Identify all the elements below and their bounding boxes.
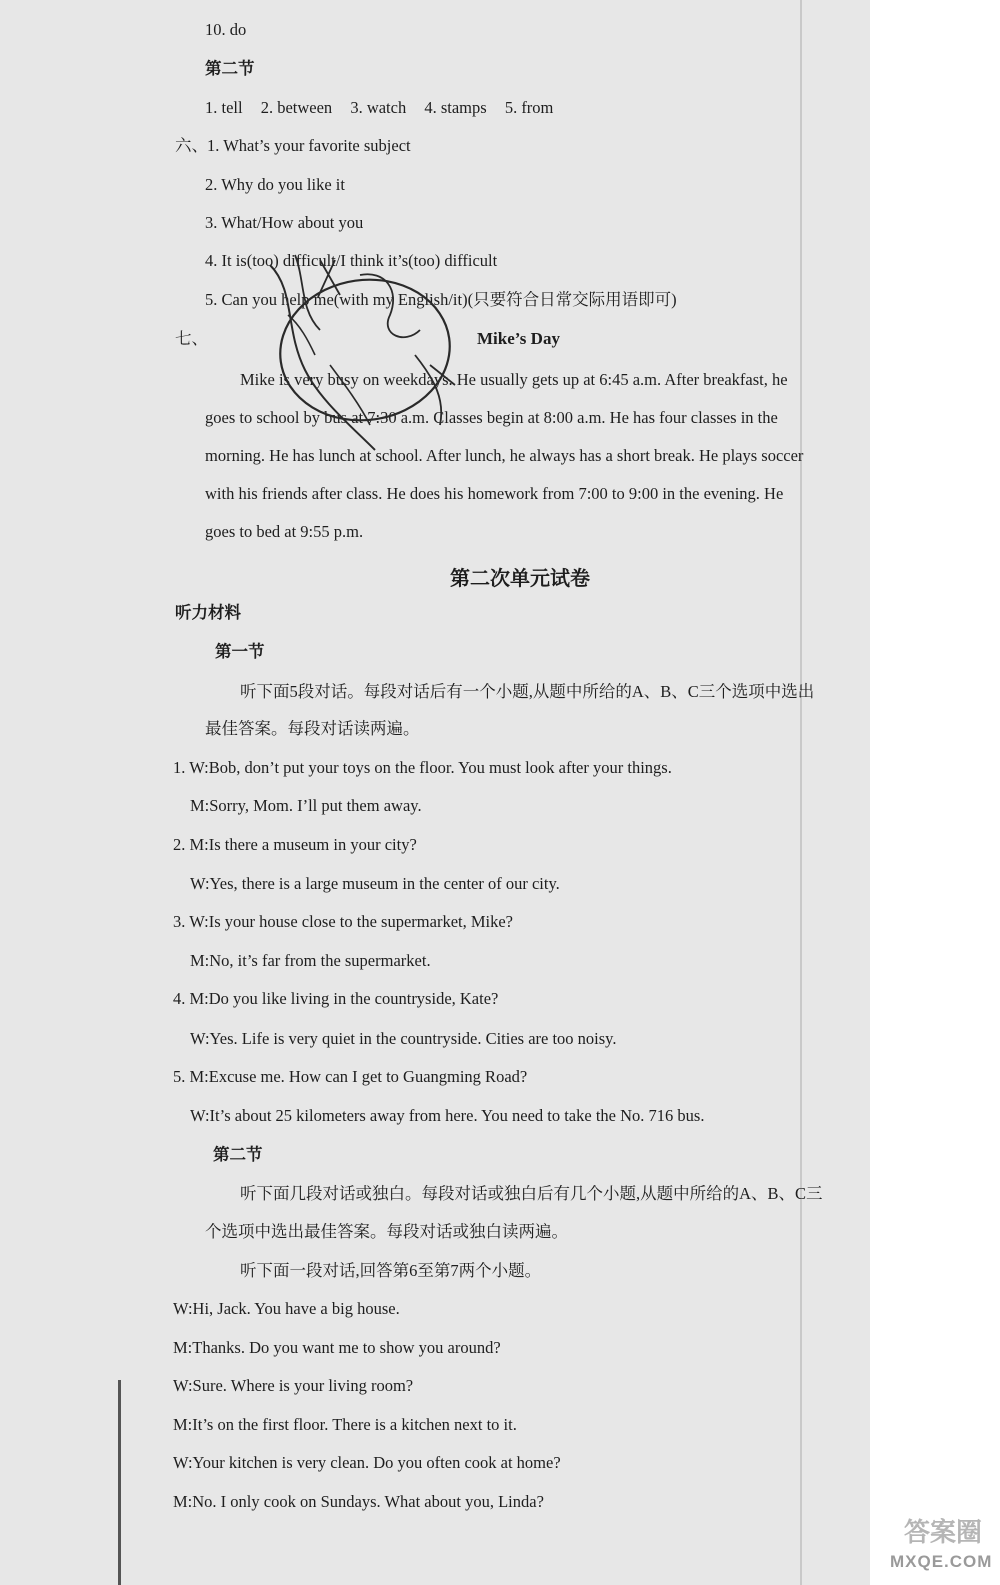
watermark-logo-text: MXQE.COM (890, 1552, 993, 1571)
essay-line-2: goes to school by bus at 7:30 a.m. Classes begin at 8:00 a.m. He has four classes in the (205, 408, 778, 427)
answer-4: 4. stamps (424, 98, 487, 117)
dialog-1-m: M:Sorry, Mom. I’ll put them away. (190, 796, 422, 815)
dialog-4-w: W:Yes. Life is very quiet in the countryside. Cities are too noisy. (190, 1029, 617, 1048)
essay-line-3: morning. He has lunch at school. After lunch, he always has a short break. He plays soccer (205, 446, 804, 465)
section-2-answers (205, 98, 553, 118)
dialog-1-w: 1. W:Bob, don’t put your toys on the floor. You must look after your things. (173, 758, 672, 777)
dialog-5-w: W:It’s about 25 kilometers away from here. You need to take the No. 716 bus. (190, 1106, 705, 1125)
page-fold (800, 0, 802, 1585)
test-title: 第二次单元试卷 (450, 568, 590, 590)
convo-line-5: W:Your kitchen is very clean. Do you often cook at home? (173, 1453, 561, 1472)
dialog-3-m: M:No, it’s far from the supermarket. (190, 951, 431, 970)
dialog-2-w: W:Yes, there is a large museum in the center of our city. (190, 874, 560, 893)
dialog-3-w: 3. W:Is your house close to the supermarket, Mike? (173, 912, 513, 931)
answer-3: 3. watch (350, 98, 407, 117)
dialog-4-m: 4. M:Do you like living in the countryside, Kate? (173, 989, 499, 1008)
section-2-heading: 第二节 (205, 59, 255, 78)
six-line-3: 3. What/How about you (205, 213, 364, 232)
instruction-2-line-1: 听下面几段对话或独白。每段对话或独白后有几个小题,从题中所给的A、B、C三 (240, 1184, 823, 1203)
part-six-label: 六、 (175, 136, 208, 155)
dialog-5-m: 5. M:Excuse me. How can I get to Guangming Road? (173, 1067, 528, 1086)
six-line-2: 2. Why do you like it (205, 175, 345, 194)
convo-line-6: M:No. I only cook on Sundays. What about you, Linda? (173, 1492, 544, 1511)
essay-line-5: goes to bed at 9:55 p.m. (205, 522, 364, 541)
watermark-area (870, 0, 1000, 1585)
convo-line-3: W:Sure. Where is your living room? (173, 1376, 414, 1395)
instruction-1-line-1: 听下面5段对话。每段对话后有一个小题,从题中所给的A、B、C三个选项中选出 (240, 682, 815, 701)
six-line-1: 1. What’s your favorite subject (207, 136, 411, 155)
listening-heading: 听力材料 (175, 603, 241, 622)
watermark-logo-chars: 答案圈 (904, 1518, 983, 1548)
essay-title: Mike’s Day (477, 329, 560, 348)
instruction-1-line-2: 最佳答案。每段对话读两遍。 (205, 719, 420, 738)
part-seven-label: 七、 (175, 329, 208, 348)
answer-1: 1. tell (205, 98, 243, 117)
instruction-2-line-2: 个选项中选出最佳答案。每段对话或独白读两遍。 (205, 1222, 568, 1241)
section-1-heading: 第一节 (215, 642, 265, 661)
dialog-2-m: 2. M:Is there a museum in your city? (173, 835, 417, 854)
six-line-5: 5. Can you help me(with my English/it)(只要符合日常交际用语即可) (205, 290, 677, 309)
six-line-4: 4. It is(too) difficult/I think it’s(too) difficult (205, 251, 498, 270)
answer-5: 5. from (504, 98, 554, 117)
answer-2: 2. between (260, 98, 333, 117)
essay-line-1: Mike is very busy on weekdays. He usually gets up at 6:45 a.m. After breakfast, he (240, 370, 788, 389)
convo-line-2: M:Thanks. Do you want me to show you around? (173, 1338, 501, 1357)
convo-line-1: W:Hi, Jack. You have a big house. (173, 1299, 400, 1318)
convo-line-4: M:It’s on the first floor. There is a kitchen next to it. (173, 1415, 517, 1434)
section-2b-heading: 第二节 (213, 1145, 263, 1164)
instruction-3: 听下面一段对话,回答第6至第7两个小题。 (240, 1261, 542, 1280)
q10-answer: 10. do (205, 20, 247, 39)
page-edge (118, 1380, 121, 1585)
essay-line-4: with his friends after class. He does his homework from 7:00 to 9:00 in the evening. He (205, 484, 784, 503)
